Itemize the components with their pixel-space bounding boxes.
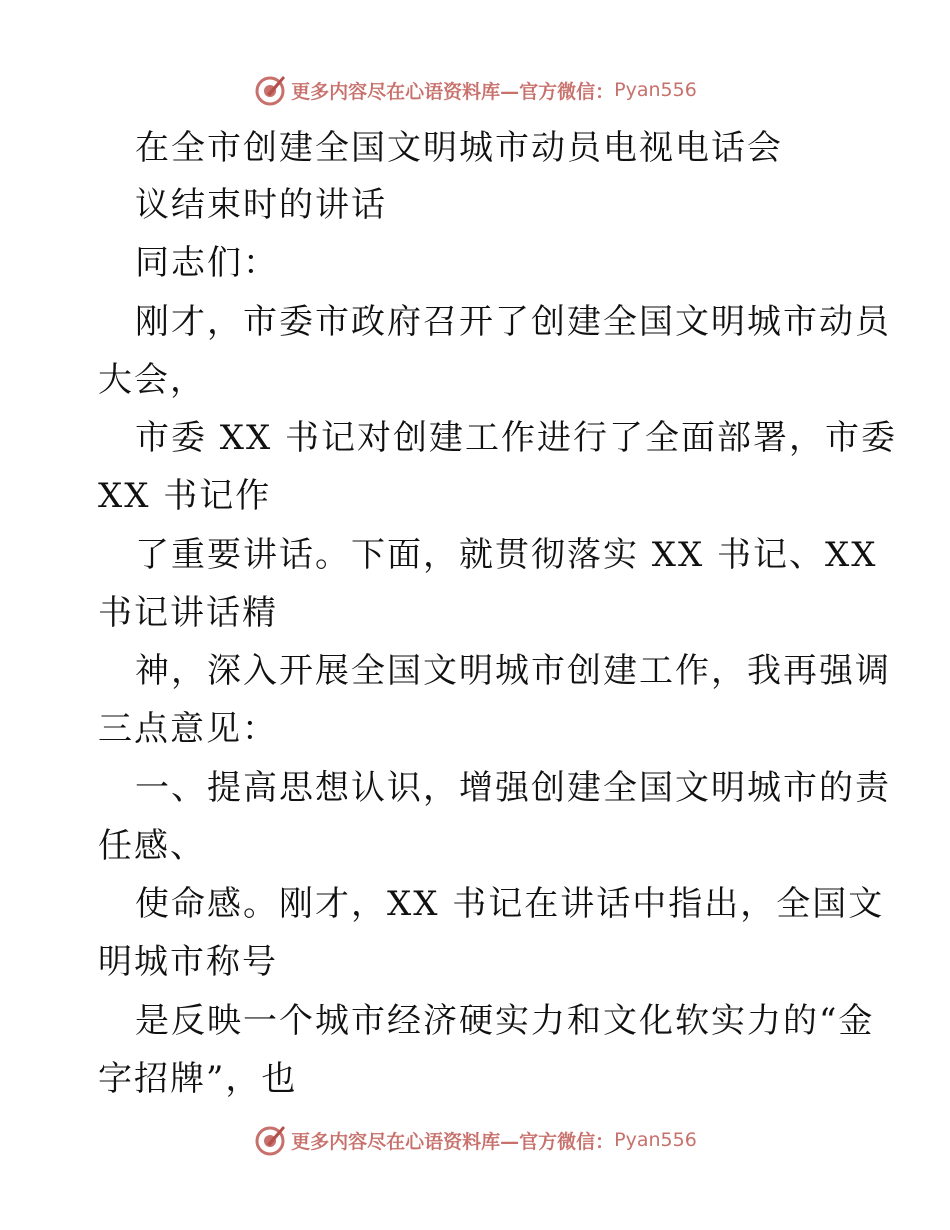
salutation: 同志们： xyxy=(135,243,279,283)
section-heading-line: 一、提高思想认识，增强创建全国文明城市的责 xyxy=(135,768,891,808)
watermark-text: 更多内容尽在心语资料库—官方微信： xyxy=(291,80,615,103)
section-heading-line: 任感、 xyxy=(98,826,206,866)
watermark-text: 更多内容尽在心语资料库—官方微信： xyxy=(291,1130,615,1153)
text-line: 三点意见： xyxy=(98,709,278,749)
text-line: 神，深入开展全国文明城市创建工作，我再强调 xyxy=(135,651,891,691)
text-line: 市委 XX 书记对创建工作进行了全面部署，市委 xyxy=(135,418,898,458)
title-line-1: 在全市创建全国文明城市动员电视电话会 xyxy=(135,128,783,168)
text-line: 是反映一个城市经济硬实力和文化软实力的“金 xyxy=(135,1001,875,1041)
text-line: 大会， xyxy=(98,360,206,400)
text-line: 字招牌”，也 xyxy=(98,1059,298,1099)
quill-logo-icon xyxy=(253,1122,289,1158)
text-line: 使命感。刚才，XX 书记在讲话中指出，全国文 xyxy=(135,884,885,924)
text-line: 了重要讲话。下面，就贯彻落实 XX 书记、XX xyxy=(135,535,878,575)
text-line: 明城市称号 xyxy=(98,942,278,982)
text-line: 刚才，市委市政府召开了创建全国文明城市动员 xyxy=(135,302,891,342)
title-line-2: 议结束时的讲话 xyxy=(135,185,387,225)
text-line: XX 书记作 xyxy=(98,476,272,516)
watermark-handle: Pyan556 xyxy=(614,1129,697,1151)
watermark-banner-bottom xyxy=(0,1120,950,1160)
watermark-handle: Pyan556 xyxy=(614,79,697,101)
text-line: 书记讲话精 xyxy=(98,593,278,633)
